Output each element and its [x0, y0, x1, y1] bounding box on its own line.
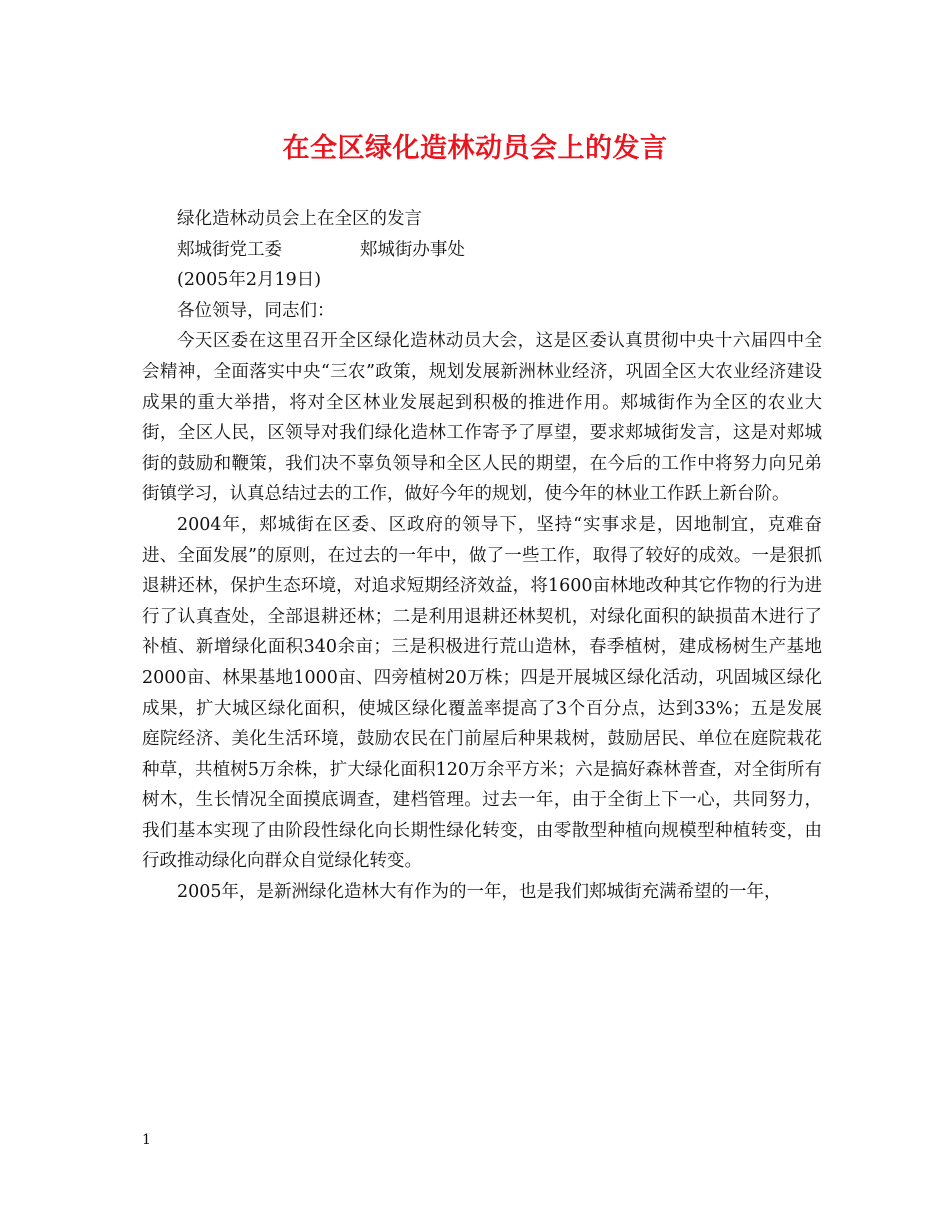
document-title: 在全区绿化造林动员会上的发言: [282, 133, 668, 164]
document-subtitle: 绿化造林动员会上在全区的发言: [177, 209, 422, 229]
document-authors: 郏城街党工委 郏城街办事处: [177, 239, 465, 260]
document-salutation: 各位领导，同志们：: [177, 300, 335, 321]
document-body: [142, 204, 822, 908]
page-number: 1: [142, 1132, 151, 1148]
paragraph: 今天区委在这里召开全区绿化造林动员大会，这是区委认真贯彻中央十六届四中全会精神，全面落实中央“三农”政策，规划发展新洲林业经济，巩固全区大农业经济建设成果的重大举措，将对全区林业发展起到积极的推进作用。郏城街作为全区的农业大街，全区人民，区领导对我们绿化造林工作寄予了厚望，要求郏城街发言，这是对郏城街的鼓励和鞭策，我们决不辜负领导和全区人民的期望，在今后的工作中将努力向兄弟街镇学习，认真总结过去的工作，做好今年的规划，使今年的林业工作跃上新台阶。: [142, 331, 822, 505]
document-date: (2005年2月19日): [177, 270, 322, 291]
paragraph: 2005年，是新洲绿化造林大有作为的一年，也是我们郏城街充满希望的一年，: [177, 882, 782, 903]
paragraph: 2004年，郏城街在区委、区政府的领导下，坚持“实事求是，因地制宜，克难奋进、全面发展”的原则，在过去的一年中，做了一些工作，取得了较好的成效。一是狠抓退耕还林，保护生态环境，对追求短期经济效益，将1600亩林地改种其它作物的行为进行了认真查处，全部退耕还林；二是利用退耕还林契机，对绿化面积的缺损苗木进行了补植、新增绿化面积340余亩；三是积极进行荒山造林，春季植树，建成杨树生产基地2000亩、林果基地1000亩、四旁植树20万株；四是开展城区绿化活动，巩固城区绿化成果，扩大城区绿化面积，使城区绿化覆盖率提高了3个百分点，达到33%；五是发展庭院经济、美化生活环境，鼓励农民在门前屋后种果栽树，鼓励居民、单位在庭院栽花种草，共植树5万余株，扩大绿化面积120万余平方米；六是搞好森林普查，对全街所有树木，生长情况全面摸底调查，建档管理。过去一年，由于全街上下一心，共同努力，我们基本实现了由阶段性绿化向长期性绿化转变，由零散型种植向规模型种植转变，由行政推动绿化向群众自觉绿化转变。: [142, 514, 822, 872]
